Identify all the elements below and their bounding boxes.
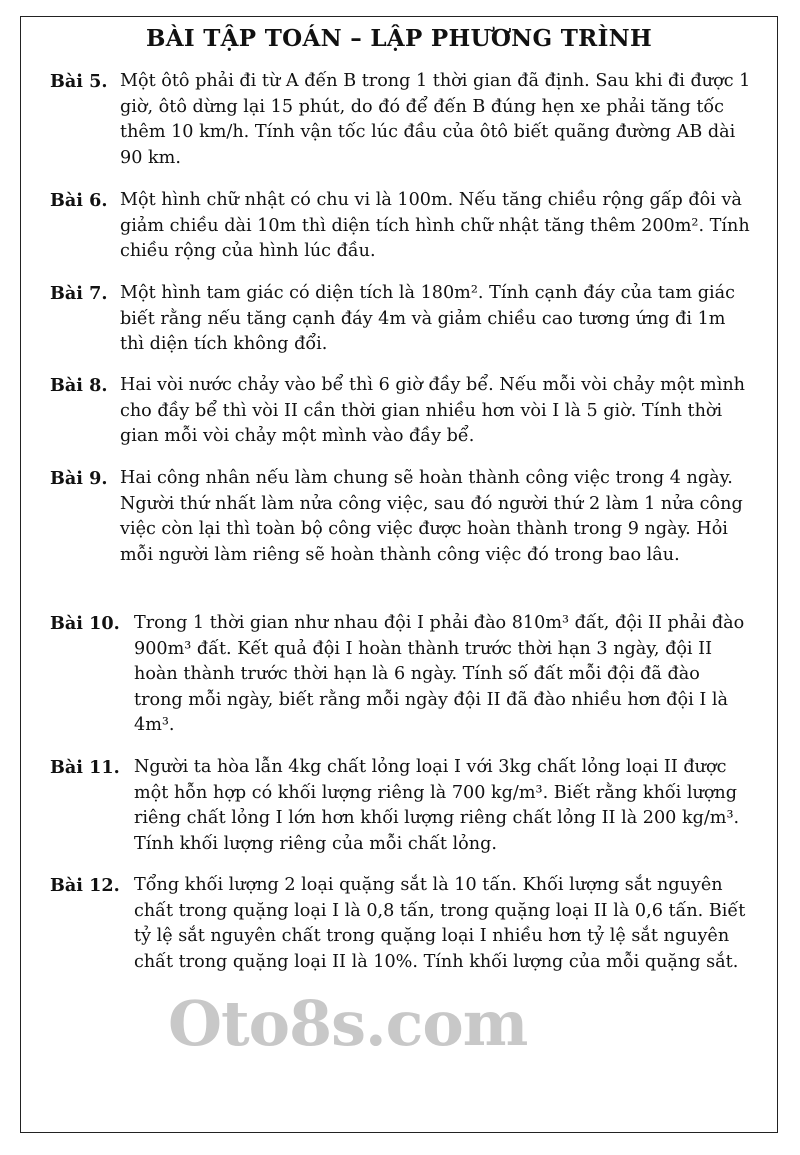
problem-text: Tổng khối lượng 2 loại quặng sắt là 10 tấn. Khối lượng sắt nguyên chất trong quặng loại I là 0,8 tấn, trong quặng loại II là 0,6 tấn. Biết tỷ lệ sắt nguyên chất trong quặng loại I nhiều hơn tỷ lệ sắt nguyên chất trong quặng loại II là 10%. Tính khối lượng của mỗi quặng sắt. <box>134 875 746 972</box>
problem-7 <box>50 281 753 358</box>
problem-8 <box>50 373 753 450</box>
problem-5 <box>50 69 753 171</box>
problem-9 <box>50 466 753 568</box>
problem-label: Bài 10. <box>50 613 120 634</box>
problem-label: Bài 11. <box>50 757 120 778</box>
problem-text: Người ta hòa lẫn 4kg chất lỏng loại I với 3kg chất lỏng loại II được một hỗn hợp có khối lượng riêng là 700 kg/m³. Biết rằng khối lượng riêng chất lỏng I lớn hơn khối lượng riêng chất lỏng II là 200 kg/m³. Tính khối lượng riêng của mỗi chất lỏng. <box>134 757 740 854</box>
problem-text: Hai công nhân nếu làm chung sẽ hoàn thành công việc trong 4 ngày. Người thứ nhất làm nửa công việc, sau đó người thứ 2 làm 1 nửa công việc còn lại thì toàn bộ công việc được hoàn thành trong 9 ngày. Hỏi mỗi người làm riêng sẽ hoàn thành công việc đó trong bao lâu. <box>120 468 743 565</box>
problem-10 <box>50 611 753 739</box>
problem-label: Bài 5. <box>50 71 108 92</box>
problem-label: Bài 12. <box>50 875 120 896</box>
problem-text: Một ôtô phải đi từ A đến B trong 1 thời gian đã định. Sau khi đi được 1 giờ, ôtô dừng lại 15 phút, do đó để đến B đúng hẹn xe phải tăng tốc thêm 10 km/h. Tính vận tốc lúc đầu của ôtô biết quãng đường AB dài 90 km. <box>120 71 751 168</box>
problem-12 <box>50 873 753 975</box>
site-watermark: Oto8s.com <box>168 987 528 1060</box>
problem-label: Bài 8. <box>50 375 108 396</box>
problem-label: Bài 9. <box>50 468 108 489</box>
problem-text: Một hình tam giác có diện tích là 180m². Tính cạnh đáy của tam giác biết rằng nếu tăng cạnh đáy 4m và giảm chiều cao tương ứng đi 1m thì diện tích không đổi. <box>120 283 735 355</box>
worksheet-page <box>20 16 778 1133</box>
problem-text: Trong 1 thời gian như nhau đội I phải đào 810m³ đất, đội II phải đào 900m³ đất. Kết quả đội I hoàn thành trước thời hạn 3 ngày, đội II hoàn thành trước thời hạn là 6 ngày. Tính số đất mỗi đội đã đào trong mỗi ngày, biết rằng mỗi ngày đội II đã đào nhiều hơn đội I là 4m³. <box>134 613 745 736</box>
problem-11 <box>50 755 753 857</box>
problem-label: Bài 7. <box>50 283 108 304</box>
problem-label: Bài 6. <box>50 190 108 211</box>
page-title: BÀI TẬP TOÁN – LẬP PHƯƠNG TRÌNH <box>145 25 652 52</box>
problem-text: Một hình chữ nhật có chu vi là 100m. Nếu tăng chiều rộng gấp đôi và giảm chiều dài 10m thì diện tích hình chữ nhật tăng thêm 200m². Tính chiều rộng của hình lúc đầu. <box>120 190 750 262</box>
problem-6 <box>50 188 753 265</box>
problem-text: Hai vòi nước chảy vào bể thì 6 giờ đầy bể. Nếu mỗi vòi chảy một mình cho đầy bể thì vòi II cần thời gian nhiều hơn vòi I là 5 giờ. Tính thời gian mỗi vòi chảy một mình vào đầy bể. <box>120 375 746 447</box>
